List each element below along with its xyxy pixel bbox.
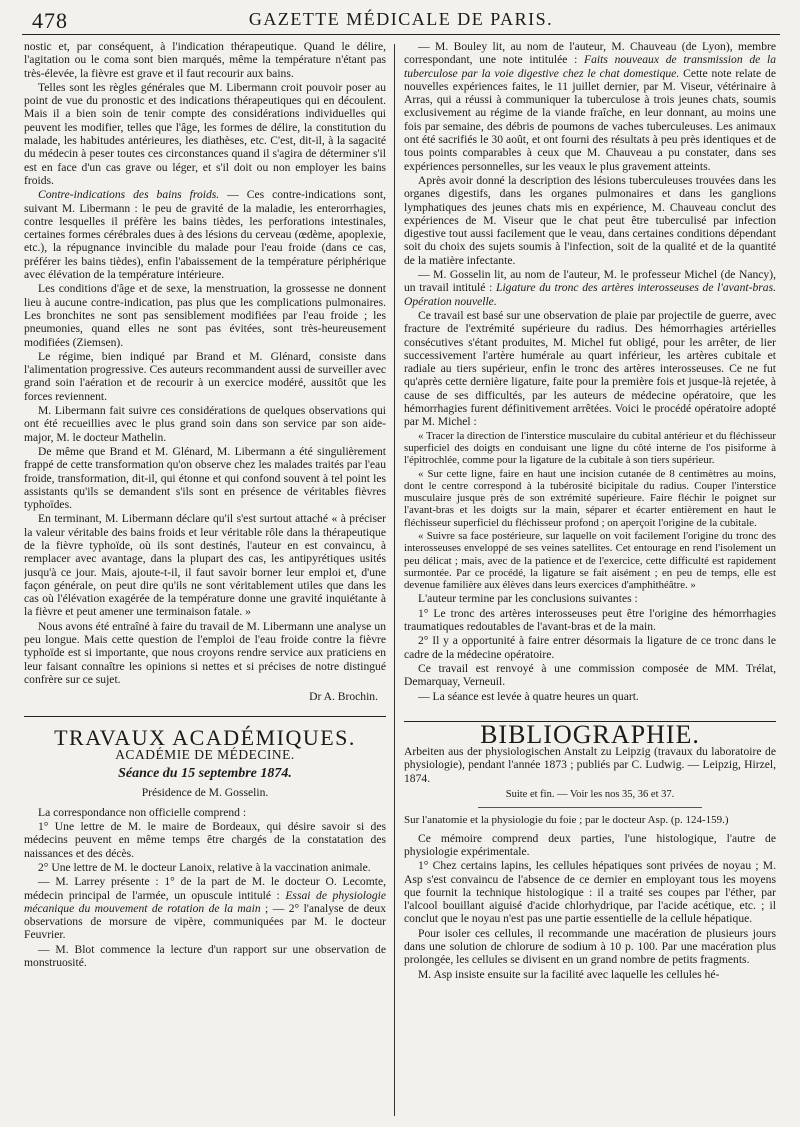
paragraph: En terminant, M. Libermann déclare qu'il s'est surtout attaché « à préciser la valeur véritable des bains froids et leur véritable rôle dans la thérapeutique de la fièvre typhoïde, où ils sont destinés, l'auteur en est convaincu, à remplacer avec avantage, dans la plupart des cas, les antipyrétiques usités jusqu'à ce jour. Mais, ajoute-t-il, il faut savoir borner leur emploi et, d'une façon générale, on peut dire qu'ils ne sont véritablement utiles que dans les cas où l'élévation exagérée de la température donne une gravité inquiétante à la fièvre et peut amener une terminaison fatale. » — [24, 512, 386, 619]
paragraph: Nous avons été entraîné à faire du travail de M. Libermann une analyse un peu longue. Mais cette question de l'emploi de l'eau froide contre la fièvre typhoïde est si importante, que nous croyons rendre service aux praticiens en leur faisant connaître les opinions si nettes et si précises de notre distingué confrère sur ce sujet. — [24, 619, 386, 686]
bibliography-item: Sur l'anatomie et la physiologie du foie ; par le docteur Asp. (p. 124-159.) — [404, 814, 729, 827]
paragraph: — M. Blot commence la lecture d'un rapport sur une observation de monstruosité. — [24, 942, 386, 969]
inline-title: Contre-indications des bains froids. — [38, 188, 220, 202]
journal-title: GAZETTE MÉDICALE DE PARIS. — [248, 9, 554, 29]
paragraph-text: — Ces contre-indications sont, suivant M. Libermann : le peu de gravité de la maladie, les enterorrhagies, contre lesquelles il préfère les bains tièdes, les perforations intestinales, certaines formes cérébrales dues à des lésions du cerveau (œdème, apoplexie, etc.), la répugnance invincible du malade pour l'eau froide (dans ce cas, préférer les bains tièdes), enfin l'abaissement de la température périphérique avec élévation de la température intérieure. — [24, 188, 386, 282]
paragraph — [24, 188, 386, 281]
paragraph: La correspondance non officielle comprend : — [38, 805, 247, 819]
paragraph: 1° Chez certains lapins, les cellules hépatiques sont privées de noyau ; M. Asp s'est convaincu de l'absence de ce dernier en employant tous les moyens que fournit la technique histologique : il a traité ses coupes par l'éther, par l'alcool bouillant aiguisé d'acide chlorhydrique, par l'acide acétique, etc. ; il conclut que le noyau n'est pas une partie essentielle de la cellule hépatique. — [404, 859, 776, 926]
paragraph — [24, 875, 386, 941]
right-column — [404, 40, 776, 1120]
work-title: Essai de physiologie mécanique du mouvement de rotation de la main — [24, 888, 386, 915]
quote-paragraph: « Tracer la direction de l'interstice musculaire du cubital antérieur et du fléchisseur superficiel des doigts en conduisant une ligne du côté interne de l'os pisiforme à l'épitrochlée, comme pour la ligature de la cubitale à son tiers supérieur. — [404, 429, 776, 467]
paragraph: Les conditions d'âge et de sexe, la menstruation, la grossesse ne donnent lieu à aucune contre-indication, pas plus que les complications pulmonaires. Les bronchites ne sont pas sensiblement modifiées par l'eau froide ; les pneumonies, quand elles ne sont pas évitées, sont très-heureusement modifiées (Ziemsen). — [24, 282, 386, 349]
paragraph-text: — M. Larrey présente : 1° de la part de M. le docteur O. Lecomte, médecin principal de l'armée, un opuscule intitulé : — [24, 875, 386, 902]
page-number: 478 — [32, 8, 68, 33]
paragraph: 1° Le tronc des artères interosseuses peut être l'origine des hémorrhagies traumatiques redoutables de l'avant-bras et de la main. — [404, 606, 776, 634]
section-title: TRAVAUX ACADÉMIQUES. — [54, 724, 356, 750]
presidence: Présidence de M. Gosselin. — [141, 786, 269, 800]
paragraph: M. Asp insiste ensuite sur la facilité avec laquelle les cellules hé- — [418, 967, 720, 981]
paragraph-text: Cette note relate de nouvelles expériences faites, le 11 juillet dernier, par M. Viseur, vétérinaire à Arras, qui a réussi à communiquer la tuberculose à trois jeunes chats, soumis exclusivement au régime de la viande fraîche, en leur donnant, au moins une fois par semaine, des débris de poumons de vaches tuberculeuses. Les animaux ont été sacrifiés le 30 août, et ont fourni des résultats à peu près identiques et de tous points comparables à ceux que M. Chauveau a pu constater, dans ses expériences personnelles, sur les veaux le plus gravement atteints. — [404, 66, 776, 173]
paragraph — [404, 268, 776, 308]
author-signature: Dr A. Brochin. — [309, 690, 378, 704]
column-divider — [394, 44, 395, 1116]
page-header — [22, 6, 780, 35]
quote-paragraph: « Sur cette ligne, faire en haut une incision cutanée de 8 centimètres au moins, dont le centre correspond à la tubérosité bicipitale du radius. Couper l'interstice musculaire jusque près de son extrémité supérieure. Faire fléchir le poignet sur l'avant-bras et les doigts sur la main, séparer et écarter entièrement en haut le fléchisseur superficiel du fléchisseur profond ; on aperçoit l'origine de la cubitale. — [404, 467, 776, 529]
paragraph: nostic et, par conséquent, à l'indication thérapeutique. Quand le délire, l'agitation ou le coma sont bien marqués, même la température n'étant pas très-élevée, la fièvre est grave et il faut recourir aux bains. — [24, 40, 386, 80]
paragraph-text: ; — 2° l'analyse de deux observations de morsure de vipère, communiquées par M. le docteur Feuvrier. — [24, 901, 386, 942]
paragraph: M. Libermann fait suivre ces considérations de quelques observations qui ont été recueillies avec le plus grand soin dans son service par son aide-major, M. le docteur Mathelin. — [24, 404, 386, 444]
bibliography-suite: Suite et fin. — Voir les nos 35, 36 et 37. — [505, 789, 675, 801]
quote-paragraph: « Suivre sa face postérieure, sur laquelle on voit facilement l'origine du tronc des interosseuses enveloppé de ses veines satellites. Cet entourage en rend l'isolement un peu délicat ; mais, avec de la patience et de l'exercice, cette difficulté est rapidement surmontée. Par ce procédé, la ligature se fait aisément ; en peu de temps, elle est devenue familière aux élèves dans leurs exercices d'amphithéâtre. » — [404, 529, 776, 592]
paragraph: Telles sont les règles générales que M. Libermann croit pouvoir poser au point de vue du pronostic et des indications thérapeutiques qui en découlent. Mais il a bien soin de tenir compte des considérations individuelles qui peuvent les modifier, telles que l'âge, les formes de délire, la constitution du malade, les habitudes antérieures, les diathèses, etc. C'est, dit-il, à la sagacité du médecin à peser toutes ces circonstances quand il s'agira de déterminer s'il est en face d'un cas grave ou léger, et s'il doit ou non employer les bains froids. — [24, 80, 386, 187]
paragraph — [404, 40, 776, 173]
work-title: Faits nouveaux de transmission de la tuberculose par la voie digestive chez le chat domestique. — [404, 53, 776, 80]
paragraph-text: — M. Gosselin lit, au nom de l'auteur, M. le professeur Michel (de Nancy), un travail intitulé : — [404, 268, 776, 295]
paragraph: 2° Il y a opportunité à faire entrer désormais la ligature de ce tronc dans le cadre de la médecine opératoire. — [404, 634, 776, 661]
paragraph: — La séance est levée à quatre heures un quart. — [418, 689, 639, 703]
section-subtitle: ACADÉMIE DE MÉDECINE. — [115, 746, 295, 762]
paragraph-text: — M. Bouley lit, au nom de l'auteur, M. Chauveau (de Lyon), membre correspondant, une note intitulée : — [404, 40, 776, 67]
section-divider — [24, 716, 386, 717]
paragraph: Le régime, bien indiqué par Brand et M. Glénard, consiste dans l'alimentation progressive. Ces auteurs recommandent aussi de surveiller avec grand soin l'aération et de recourir à un exercice modéré, aussitôt que les forces reviennent. — [24, 349, 386, 403]
left-column — [24, 40, 386, 1120]
paragraph: L'auteur termine par les conclusions suivantes : — [418, 592, 638, 606]
bibliography-divider — [478, 807, 701, 808]
work-title: Ligature du tronc des artères interosseuses de l'avant-bras. Opération nouvelle. — [404, 281, 776, 308]
paragraph: 2° Une lettre de M. le docteur Lanoix, relative à la vaccination animale. — [38, 860, 371, 874]
paragraph: Ce mémoire comprend deux parties, l'une histologique, l'autre de physiologie expérimentale. — [404, 831, 776, 858]
paragraph: Ce travail est basé sur une observation de plaie par projectile de guerre, avec fracture de l'extrémité supérieure du radius. Des hémorrhagies artérielles consécutives s'étant produites, M. Michel fut obligé, pour les arrêter, de lier successivement l'artère humérale au quart inférieur, les artères cubitale et radiale au tiers supérieur, enfin le tronc des artères interosseuses. Ce ne fut qu'après cette dernière ligature, faite pour la première fois et jusque-là rejetée, à cause de ses difficultés, par les auteurs de médecine opératoire, que les hémorrhagies furent définitivement arrêtées. Voici le procédé opératoire adopté par M. Michel : — [404, 308, 776, 429]
paragraph: 1° Une lettre de M. le maire de Bordeaux, qui désire savoir si des médecins peuvent en même temps être chargés de la constatation des naissances et des décès. — [24, 820, 386, 860]
paragraph: De même que Brand et M. Glénard, M. Libermann a été singulièrement frappé de cette transformation qu'on observe chez les malades traités par l'eau froide, transformation, dit-il, qui étonne et qui confond souvent à tel point les assistants qu'ils se demandent s'ils sont en présence de véritables fièvres typhoïdes. — [24, 444, 386, 512]
paragraph: Après avoir donné la description des lésions tuberculeuses trouvées dans les organes digestifs, dans les organes pulmonaires et dans les ganglions lymphatiques des jeunes chats mis en expérience, M. Chauveau conclut des expériences de M. Viseur que le chat peut être tuberculisé par infection digestive tout aussi facilement que le veau, dans certaines conditions dépendant soit du choix des sujets soumis à l'infection, soit de la qualité et de la quantité de la matière infectante. — [404, 173, 776, 267]
session-date: Séance du 15 septembre 1874. — [118, 766, 292, 782]
bibliography-title: BIBLIOGRAPHIE. — [404, 721, 776, 741]
paragraph: Pour isoler ces cellules, il recommande une macération de plusieurs jours dans une solution de chlorure de sodium à 10 p. 100. Par une macération plus prolongée, les cellules se divisent en un grand nombre de petits fragments. — [404, 926, 776, 967]
paragraph: Ce travail est renvoyé à une commission composée de MM. Trélat, Demarquay, Verneuil. — [404, 661, 776, 689]
bibliography-reference: Arbeiten aus der physiologischen Anstalt zu Leipzig (travaux du laboratoire de physiologie), pendant l'année 1873 ; publiés par C. Ludwig. — Leipzig, Hirzel, 1874. — [404, 745, 776, 785]
